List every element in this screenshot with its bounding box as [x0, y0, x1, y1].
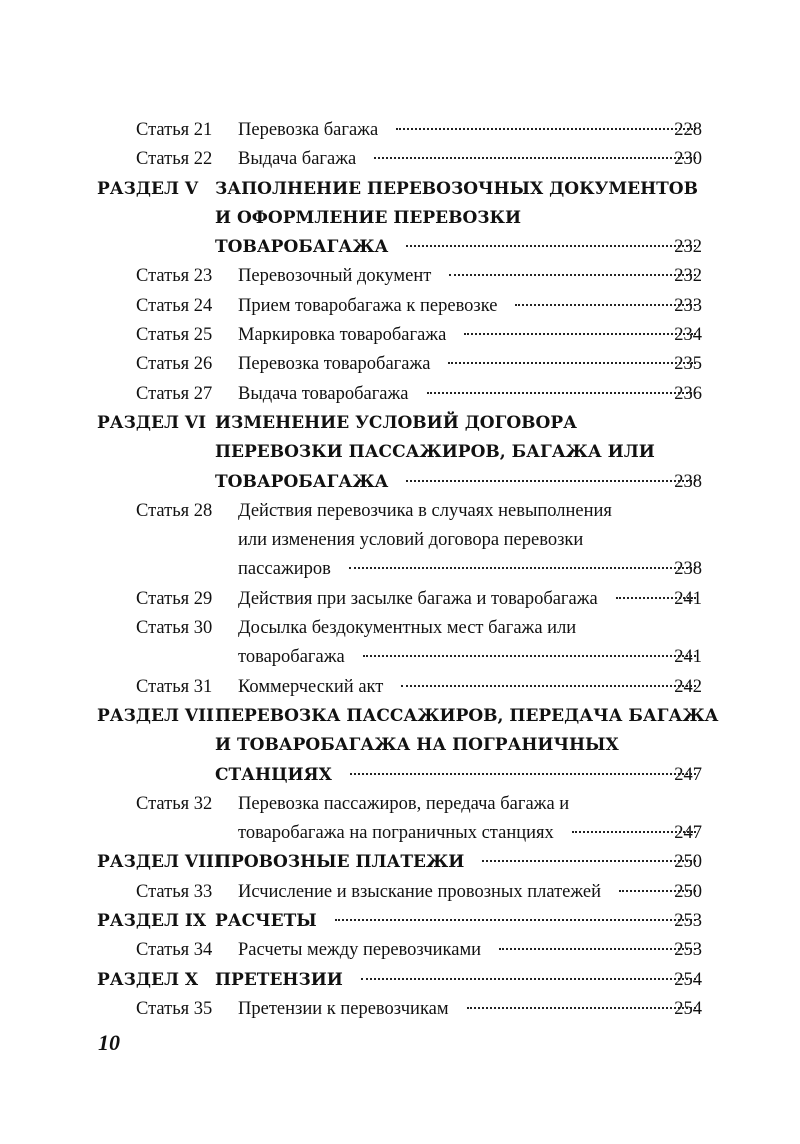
toc-page-number: 238 [674, 471, 702, 492]
section-title: ПРЕТЕНЗИИ [215, 969, 343, 990]
toc-article-line [0, 497, 800, 526]
dot-leader [363, 655, 696, 657]
article-label: Статья 22 [136, 149, 213, 170]
dot-leader [349, 567, 696, 569]
toc-page-number: 253 [674, 911, 702, 932]
toc-page-number: 232 [674, 266, 702, 287]
toc-article-line [0, 936, 800, 965]
article-label: Статья 25 [136, 325, 213, 346]
section-label: РАЗДЕЛ X [97, 969, 199, 990]
toc-article-line [0, 321, 800, 350]
toc-page-number: 250 [674, 881, 702, 902]
toc-article-line [0, 995, 800, 1024]
toc-page-number: 254 [674, 969, 702, 990]
article-title: Выдача товаробагажа [238, 383, 409, 404]
section-title: ИЗМЕНЕНИЕ УСЛОВИЙ ДОГОВОРА [215, 412, 577, 433]
article-title: Досылка бездокументных мест багажа или [238, 618, 577, 639]
toc-page-number: 242 [674, 676, 702, 697]
toc-article-line [0, 643, 800, 672]
toc-article-line [0, 380, 800, 409]
article-label: Статья 24 [136, 295, 213, 316]
toc-page-number: 241 [674, 588, 702, 609]
toc-article-line [0, 790, 800, 819]
toc-section-line [0, 409, 800, 438]
section-title: ТОВАРОБАГАЖА [215, 471, 389, 492]
article-title: Выдача багажа [238, 149, 357, 170]
section-label: РАЗДЕЛ VII [97, 705, 215, 726]
toc-page-number: 250 [674, 852, 702, 873]
toc-article-line [0, 262, 800, 291]
article-title: товаробагажа [238, 647, 345, 668]
toc-article-line [0, 350, 800, 379]
dot-leader [572, 831, 696, 833]
toc-page-number: 235 [674, 354, 702, 375]
dot-leader [467, 1007, 696, 1009]
article-title: Коммерческий акт [238, 676, 384, 697]
toc-section-line [0, 233, 800, 262]
table-of-contents [0, 116, 800, 1024]
toc-page-number: 241 [674, 647, 702, 668]
toc-page-number: 247 [674, 823, 702, 844]
article-title: или изменения условий договора перевозки [238, 530, 584, 551]
dot-leader [482, 860, 696, 862]
dot-leader [406, 480, 696, 482]
dot-leader [427, 392, 696, 394]
article-title: товаробагажа на пограничных станциях [238, 823, 554, 844]
dot-leader [616, 597, 696, 599]
toc-page-number: 228 [674, 120, 702, 140]
section-label: РАЗДЕЛ IX [97, 911, 207, 932]
toc-page-number: 236 [674, 383, 702, 404]
article-label: Статья 21 [136, 120, 213, 140]
toc-article-line [0, 673, 800, 702]
article-title: пассажиров [238, 559, 331, 580]
article-label: Статья 28 [136, 500, 213, 521]
article-label: Статья 35 [136, 998, 213, 1019]
toc-section-line [0, 848, 800, 877]
section-title: ЗАПОЛНЕНИЕ ПЕРЕВОЗОЧНЫХ ДОКУМЕНТОВ [215, 178, 698, 199]
article-title: Действия при засылке багажа и товаробагажа [238, 588, 598, 609]
dot-leader [619, 890, 696, 892]
dot-leader [464, 333, 696, 335]
section-title: ПЕРЕВОЗКИ ПАССАЖИРОВ, БАГАЖА ИЛИ [215, 442, 655, 463]
article-title: Перевозка багажа [238, 120, 379, 140]
section-title: ПРОВОЗНЫЕ ПЛАТЕЖИ [215, 852, 465, 873]
dot-leader [406, 245, 696, 247]
toc-section-line [0, 731, 800, 760]
section-title: ТОВАРОБАГАЖА [215, 237, 389, 258]
toc-section-line [0, 438, 800, 467]
article-label: Статья 27 [136, 383, 213, 404]
article-label: Статья 31 [136, 676, 213, 697]
page-number: 10 [98, 1030, 120, 1055]
toc-section-line [0, 175, 800, 204]
dot-leader [401, 685, 696, 687]
dot-leader [499, 948, 696, 950]
dot-leader [448, 362, 696, 364]
toc-article-line [0, 819, 800, 848]
article-label: Статья 34 [136, 940, 213, 961]
dot-leader [396, 128, 696, 130]
toc-article-line [0, 878, 800, 907]
toc-section-line [0, 966, 800, 995]
article-label: Статья 29 [136, 588, 213, 609]
section-title: ПЕРЕВОЗКА ПАССАЖИРОВ, ПЕРЕДАЧА БАГАЖА [215, 705, 719, 726]
article-title: Перевозка пассажиров, передача багажа и [238, 793, 570, 814]
toc-section-line [0, 468, 800, 497]
toc-article-line [0, 116, 800, 145]
article-title: Перевозка товаробагажа [238, 354, 431, 375]
toc-article-line [0, 145, 800, 174]
article-label: Статья 32 [136, 793, 213, 814]
toc-article-line [0, 292, 800, 321]
toc-page-number: 233 [674, 295, 702, 316]
toc-section-line [0, 702, 800, 731]
toc-article-line [0, 614, 800, 643]
section-label: РАЗДЕЛ VIII [97, 852, 222, 873]
dot-leader [449, 274, 696, 276]
toc-article-line [0, 555, 800, 584]
article-label: Статья 26 [136, 354, 213, 375]
toc-section-line [0, 907, 800, 936]
dot-leader [374, 157, 696, 159]
article-label: Статья 30 [136, 618, 213, 639]
toc-page-number: 254 [674, 998, 702, 1019]
article-title: Прием товаробагажа к перевозке [238, 295, 498, 316]
toc-page-number: 234 [674, 325, 702, 346]
article-title: Претензии к перевозчикам [238, 998, 449, 1019]
toc-article-line [0, 585, 800, 614]
section-label: РАЗДЕЛ VI [97, 412, 207, 433]
section-title: РАСЧЕТЫ [215, 911, 317, 932]
article-label: Статья 23 [136, 266, 213, 287]
toc-section-line [0, 204, 800, 233]
section-label: РАЗДЕЛ V [97, 178, 199, 199]
toc-page-number: 230 [674, 149, 702, 170]
article-title: Перевозочный документ [238, 266, 432, 287]
toc-page-number: 232 [674, 237, 702, 258]
section-title: И ОФОРМЛЕНИЕ ПЕРЕВОЗКИ [215, 207, 522, 228]
section-title: СТАНЦИЯХ [215, 764, 332, 785]
article-title: Расчеты между перевозчиками [238, 940, 482, 961]
dot-leader [350, 773, 696, 775]
toc-article-line [0, 526, 800, 555]
toc-section-line [0, 761, 800, 790]
toc-page-number: 253 [674, 940, 702, 961]
article-title: Действия перевозчика в случаях невыполнения [238, 500, 612, 521]
dot-leader [335, 919, 696, 921]
article-title: Исчисление и взыскание провозных платежей [238, 881, 602, 902]
dot-leader [515, 304, 696, 306]
article-label: Статья 33 [136, 881, 213, 902]
toc-page-number: 238 [674, 559, 702, 580]
dot-leader [361, 978, 696, 980]
article-title: Маркировка товаробагажа [238, 325, 447, 346]
section-title: И ТОВАРОБАГАЖА НА ПОГРАНИЧНЫХ [215, 735, 619, 756]
toc-page-number: 247 [674, 764, 702, 785]
